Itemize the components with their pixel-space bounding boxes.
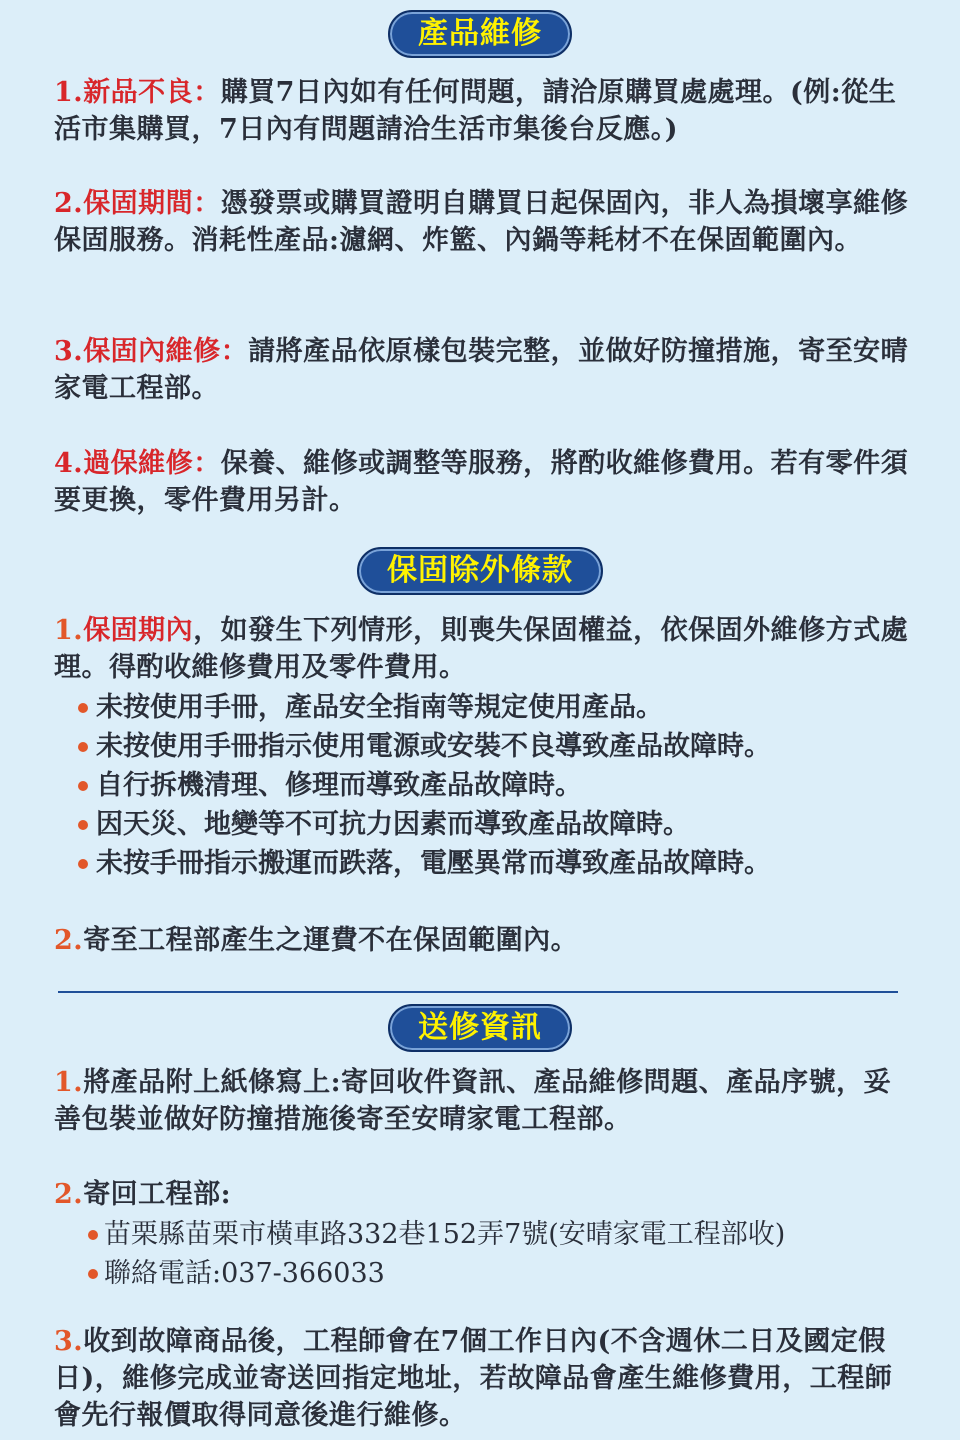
bullet-text: 自行拆機清理、修理而導致產品故障時。 xyxy=(96,770,582,801)
item-label: 保固期間 xyxy=(83,188,194,219)
bullet-dot-icon xyxy=(78,742,88,752)
item-text: 將產品附上紙條寫上:寄回收件資訊、產品維修問題、產品序號，妥善包裝並做好防撞措施後寄至安晴家電工程部。 xyxy=(54,1067,892,1135)
bullet-text: 未按使用手冊指示使用電源或安裝不良導致產品故障時。 xyxy=(96,731,771,762)
item-label: 保固期內 xyxy=(83,615,194,646)
item-text: 購買7日內如有任何問題，請洽原購買處處理。(例:從生活市集購買，7日內有問題請洽生活市集後台反應。) xyxy=(54,77,897,145)
repair-item-4 xyxy=(54,445,914,519)
item-text: 保養、維修或調整等服務，將酌收維修費用。若有零件須要更換，零件費用另計。 xyxy=(54,448,909,516)
item-text: 收到故障商品後，工程師會在7個工作日內(不含週休二日及國定假日)，維修完成並寄送回指定地址，若故障品會產生維修費用，工程師會先行報價取得同意後進行維修。 xyxy=(54,1326,893,1431)
item-separator: ： xyxy=(220,336,249,367)
exclusion-item-2 xyxy=(54,922,914,959)
address-text: 苗栗縣苗栗市橫車路332巷152弄7號(安晴家電工程部收) xyxy=(104,1219,786,1250)
item-number: 1. xyxy=(54,77,84,108)
item-separator: ： xyxy=(193,77,221,108)
phone-line xyxy=(54,1254,914,1293)
repair-item-1 xyxy=(54,74,914,148)
exclusion-bullet xyxy=(54,844,914,883)
bullet-dot-icon xyxy=(78,781,88,791)
item-separator: ： xyxy=(193,188,221,219)
item-text: 寄回工程部: xyxy=(83,1179,232,1210)
bullet-dot-icon xyxy=(78,703,88,713)
item-text: 憑發票或購買證明自購買日起保固內，非人為損壞享維修保固服務。消耗性產品:濾網、炸籃、內鍋等耗材不在保固範圍內。 xyxy=(54,188,909,256)
item-number: 4. xyxy=(54,448,84,479)
exclusion-bullet-list xyxy=(54,688,914,883)
section-title-warranty-exclusions: 保固除外條款 xyxy=(357,547,603,595)
item-number: 3. xyxy=(54,1326,84,1357)
item-number: 2. xyxy=(54,188,84,219)
exclusion-bullet xyxy=(54,688,914,727)
repair-item-3 xyxy=(54,333,914,407)
item-label: 保固內維修 xyxy=(83,336,221,367)
section-divider xyxy=(58,991,898,993)
item-text: 寄至工程部產生之運費不在保固範圍內。 xyxy=(83,925,579,956)
section-title-product-repair: 產品維修 xyxy=(388,10,572,58)
bullet-dot-icon xyxy=(78,820,88,830)
exclusion-item-1 xyxy=(54,612,914,883)
item-number: 2. xyxy=(54,925,84,956)
phone-text: 聯絡電話:037-366033 xyxy=(104,1258,385,1289)
bullet-dot-icon xyxy=(78,859,88,869)
repair-item-2 xyxy=(54,185,914,259)
item-separator: ： xyxy=(193,448,221,479)
bullet-dot-icon xyxy=(88,1230,98,1240)
item-label: 新品不良 xyxy=(83,77,194,108)
address-line xyxy=(54,1215,914,1254)
section-title-repair-info: 送修資訊 xyxy=(388,1004,572,1052)
bullet-text: 因天災、地變等不可抗力因素而導致產品故障時。 xyxy=(96,809,690,840)
item-text: 請將產品依原樣包裝完整，並做好防撞措施，寄至安晴家電工程部。 xyxy=(54,336,909,404)
item-label: 過保維修 xyxy=(83,448,194,479)
item-number: 1. xyxy=(54,1067,84,1098)
exclusion-bullet xyxy=(54,727,914,766)
repair-info-item-1 xyxy=(54,1064,914,1138)
repair-info-item-2 xyxy=(54,1176,914,1293)
item-number: 3. xyxy=(54,336,84,367)
repair-info-item-3 xyxy=(54,1323,914,1434)
item-number: 1. xyxy=(54,615,84,646)
bullet-dot-icon xyxy=(88,1269,98,1279)
bullet-text: 未按使用手冊，產品安全指南等規定使用產品。 xyxy=(96,692,663,723)
exclusion-bullet xyxy=(54,766,914,805)
exclusion-bullet xyxy=(54,805,914,844)
item-text: ，如發生下列情形，則喪失保固權益，依保固外維修方式處理。得酌收維修費用及零件費用。 xyxy=(54,615,909,683)
item-number: 2. xyxy=(54,1179,84,1210)
bullet-text: 未按手冊指示搬運而跌落，電壓異常而導致產品故障時。 xyxy=(96,848,771,879)
